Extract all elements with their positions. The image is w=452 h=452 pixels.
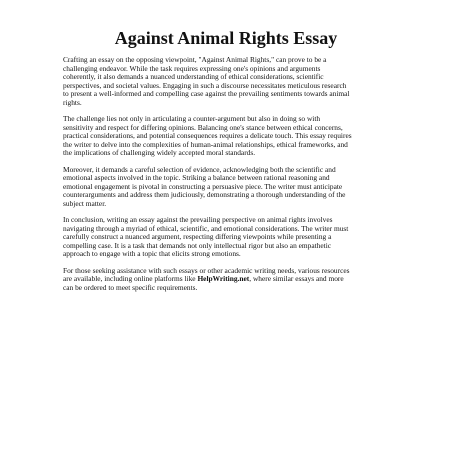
text-line: counterarguments and address them judiciously, demonstrating a thorough understanding of the: [63, 190, 346, 199]
text-line: the implications of challenging widely accepted moral standards.: [63, 148, 256, 157]
text-line: subject matter.: [63, 198, 107, 208]
text-fragment: , where similar essays and more: [249, 274, 344, 283]
document-title: Against Animal Rights Essay: [114, 28, 338, 48]
text-line: Crafting an essay on the opposing viewpoint, "Against Animal Rights," can prove to be a: [63, 55, 327, 64]
text-line: perspectives, and societal values. Engaging in such a discourse necessitates meticulous research: [63, 80, 347, 90]
paragraph-resources: [63, 267, 393, 293]
text-line: the writer to delve into the complexities of human-animal relationships, ethical frameworks, and: [63, 139, 348, 149]
text-line: carefully construct a nuanced argument, respecting differing viewpoints while presenting a: [63, 232, 332, 241]
text-line: challenging endeavor. While the task requires expressing one's opinions and arguments: [63, 63, 321, 73]
text-line: For those seeking assistance with such essays or other academic writing needs, various resources: [63, 265, 350, 275]
text-line: rights.: [63, 97, 82, 107]
text-line: emotional aspects involved in the topic. Striking a balance between rational reasoning and: [63, 173, 330, 182]
paragraph-conclusion: [63, 216, 393, 259]
text-line: sensitivity and respect for differing opinions. Balancing one's stance between ethical concerns,: [63, 122, 343, 132]
text-line: Moreover, it demands a careful selection of evidence, acknowledging both the scientific and: [63, 164, 336, 174]
text-line: to present a well-informed and compelling case against the prevailing sentiments towards animal: [63, 89, 350, 98]
helpwriting-link[interactable]: HelpWriting.net: [197, 274, 250, 283]
text-line: approach to engage with a topic that elicits strong emotions.: [63, 249, 241, 258]
text-line: coherently, it also demands a nuanced understanding of ethical considerations, scientific: [63, 72, 324, 81]
paragraph-evidence: [63, 166, 393, 209]
text-fragment: are available, including online platforms like: [63, 274, 198, 283]
text-line: The challenge lies not only in articulating a counter-argument but also in doing so with: [63, 114, 321, 123]
text-line: can be ordered to meet specific requirements.: [63, 282, 198, 292]
text-line: compelling case. It is a task that demands not only intellectual rigor but also an empathetic: [63, 240, 332, 250]
text-line: In conclusion, writing an essay against the prevailing perspective on animal rights involves: [63, 215, 333, 224]
text-line: navigating through a myriad of ethical, scientific, and emotional considerations. The writer must: [63, 223, 349, 233]
paragraph-intro: [63, 56, 393, 107]
document-body: [63, 56, 393, 300]
text-line: emotional engagement is pivotal in constructing a persuasive piece. The writer must anticipate: [63, 181, 343, 191]
paragraph-challenge: [63, 115, 393, 158]
text-line: practical considerations, and potential consequences requires a delicate touch. This essay requires: [63, 131, 352, 140]
